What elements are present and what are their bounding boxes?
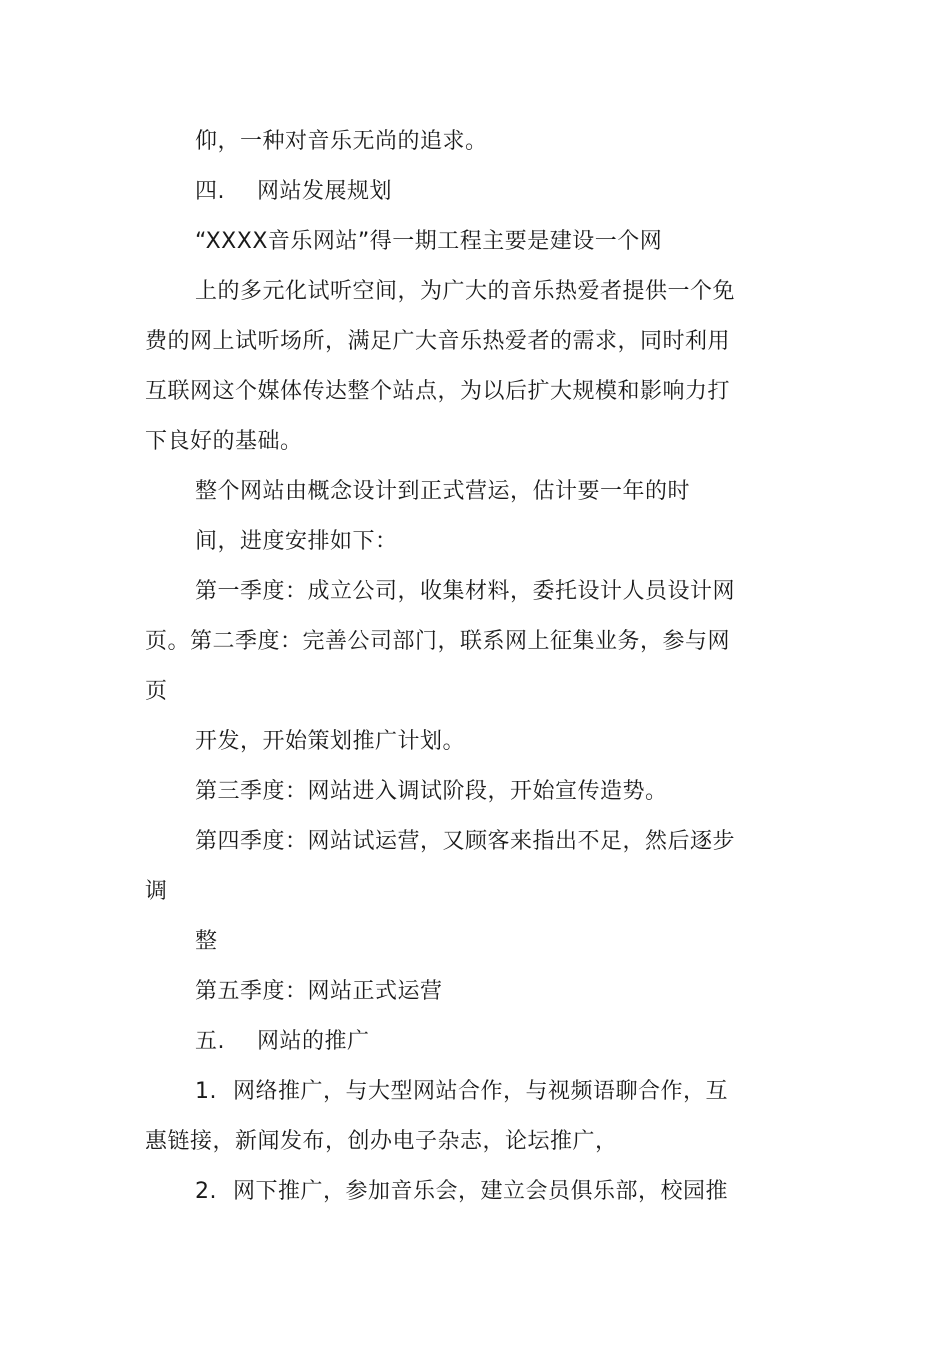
section-number: 四. [195, 179, 225, 204]
paragraph-line: 惠链接，新闻发布，创办电子杂志，论坛推广， [145, 1129, 618, 1154]
paragraph-line: 调 [145, 879, 168, 904]
paragraph-line: 间，进度安排如下： [195, 529, 398, 554]
list-number: 2. [195, 1179, 217, 1204]
paragraph-line: 下良好的基础。 [145, 429, 303, 454]
paragraph-line: 第四季度：网站试运营，又顾客来指出不足，然后逐步 [195, 829, 736, 854]
section-heading-4 [195, 177, 392, 207]
paragraph-line: 第一季度：成立公司，收集材料，委托设计人员设计网 [195, 579, 736, 604]
paragraph-line: 页 [145, 679, 168, 704]
paragraph-line: 整个网站由概念设计到正式营运，估计要一年的时 [195, 479, 691, 504]
paragraph-line: 第五季度：网站正式运营 [195, 979, 443, 1004]
paragraph-line: 第三季度：网站进入调试阶段，开始宣传造势。 [195, 779, 668, 804]
list-item-1 [195, 1077, 728, 1107]
list-text: 网下推广，参加音乐会，建立会员俱乐部，校园推 [233, 1179, 729, 1204]
paragraph-line: “XXXX音乐网站”得一期工程主要是建设一个网 [195, 229, 663, 254]
section-number: 五. [195, 1029, 225, 1054]
paragraph-line: 上的多元化试听空间，为广大的音乐热爱者提供一个免 [195, 279, 736, 304]
section-heading-5 [195, 1027, 370, 1057]
list-text: 网络推广，与大型网站合作，与视频语聊合作，互 [233, 1079, 729, 1104]
section-title: 网站的推广 [257, 1029, 370, 1054]
paragraph-line: 页。第二季度：完善公司部门，联系网上征集业务，参与网 [145, 629, 731, 654]
paragraph-line: 整 [195, 929, 218, 954]
paragraph-line: 费的网上试听场所，满足广大音乐热爱者的需求，同时利用 [145, 329, 731, 354]
section-title: 网站发展规划 [257, 179, 393, 204]
paragraph-line: 开发，开始策划推广计划。 [195, 729, 466, 754]
paragraph-line: 仰，一种对音乐无尚的追求。 [195, 129, 488, 154]
list-item-2 [195, 1177, 728, 1207]
list-number: 1. [195, 1079, 217, 1104]
paragraph-line: 互联网这个媒体传达整个站点，为以后扩大规模和影响力打 [145, 379, 731, 404]
